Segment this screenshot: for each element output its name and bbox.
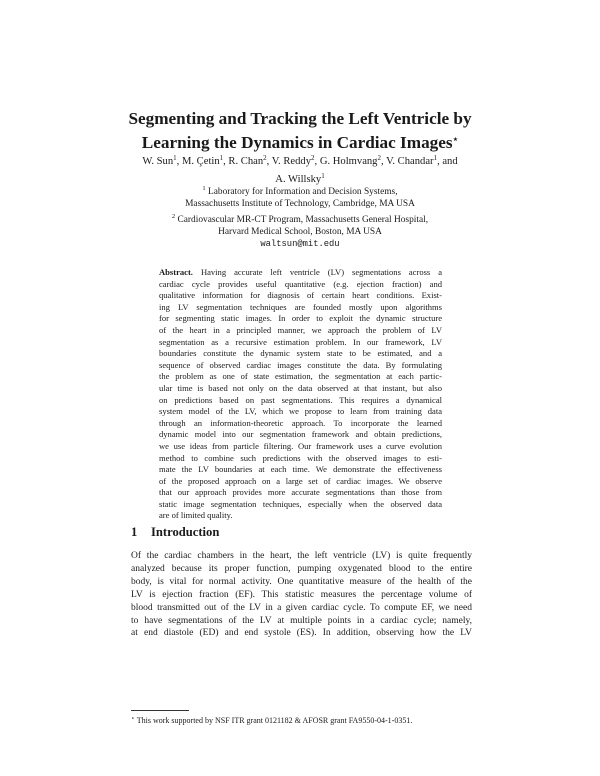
author: , V. Reddy	[266, 156, 312, 167]
author-affil-mark: 1	[219, 154, 224, 162]
abstract-line: ular time is based not only on the data observed at that instant, but also	[159, 382, 442, 393]
authors-line-1	[104, 151, 496, 169]
body-line: blood transmitted out of the LV in a given cardiac cycle. To compute EF, we need	[131, 602, 472, 613]
footnote-text: This work supported by NSF ITR grant 0121182 & AFOSR grant FA9550-04-1-0351.	[136, 716, 413, 725]
affiliation-1-line-1	[150, 183, 450, 198]
abstract-line: are of limited quality.	[159, 510, 233, 521]
author-affil-mark: 1	[321, 172, 325, 180]
title-line-2-text: Learning the Dynamics in Cardiac Images	[141, 133, 453, 152]
abstract-line: ing LV segmentation techniques are founded mostly upon algorithms	[159, 301, 442, 312]
section-number: 1	[131, 525, 138, 539]
affiliation-mark: 1	[202, 185, 206, 192]
paper-title	[100, 108, 500, 153]
author-list	[104, 151, 496, 187]
author-email[interactable]: waltsun@mit.edu	[260, 239, 340, 250]
affiliation-mark: 2	[171, 212, 176, 220]
abstract-line: dynamic model into our segmentation framework and obtain predictions,	[159, 429, 442, 440]
author: , M. Çetin	[176, 156, 220, 167]
footnote-mark: ⋆	[131, 716, 135, 722]
abstract-line: the problem as one of state estimation, the segmentation at each partic-	[159, 371, 442, 382]
title-footnote-mark: ⋆	[452, 134, 459, 144]
affiliation-2-line-2: Harvard Medical School, Boston, MA USA	[218, 226, 382, 237]
body-line: at end diastole (ED) and end systole (ES). In addition, observing how the LV	[131, 628, 472, 639]
section-heading	[131, 525, 471, 540]
title-line-1: Segmenting and Tracking the Left Ventricle by	[128, 109, 472, 128]
author: , R. Chan	[223, 156, 264, 167]
section-title: Introduction	[151, 525, 220, 539]
abstract-line: mate the LV boundaries at each time. We demonstrate the effectiveness	[159, 464, 442, 475]
body-line: Of the cardiac chambers in the heart, the left ventricle (LV) is quite frequently	[131, 551, 472, 561]
author-affil-mark: 2	[263, 154, 267, 162]
affiliation-1-line-2: Massachusetts Institute of Technology, Cambridge, MA USA	[185, 199, 415, 210]
author-affil-mark: 1	[173, 154, 177, 162]
footnote	[131, 714, 472, 726]
abstract-line: of the heart in a principled manner, we approach the problem of LV	[159, 324, 442, 335]
abstract-line: for segmenting static images. In order to exploit the dynamic structure	[159, 313, 442, 324]
author: , V. Chandar	[380, 156, 434, 167]
body-text	[131, 550, 472, 640]
abstract-label: Abstract.	[159, 267, 193, 277]
abstract-line: sequence of observed cardiac images constitute the data. By formulating	[159, 359, 442, 370]
author: W. Sun	[142, 156, 174, 167]
author: , G. Holmvang	[314, 156, 378, 167]
abstract	[159, 267, 442, 522]
body-line: LV is ejection fraction (EF). This statistic measures the percentage volume of	[131, 589, 472, 600]
abstract-line: boundaries constitute the dynamic system state to be estimated, and a	[159, 348, 442, 359]
affiliation-2-line-1	[150, 211, 450, 226]
abstract-line: static image segmentation techniques, especially when the observed data	[159, 498, 442, 509]
affiliation-text: Cardiovascular MR-CT Program, Massachusetts General Hospital,	[177, 214, 429, 225]
abstract-line: of the proposed approach on a large set of cardiac images. We observe	[159, 475, 442, 486]
author-affil-mark: 2	[377, 154, 381, 162]
affiliations	[150, 183, 450, 250]
abstract-line: we use ideas from particle filtering. Our framework uses a curve evolution	[159, 440, 442, 451]
body-line: body, is vital for normal activity. One quantitative measure of the health of the	[131, 576, 472, 587]
abstract-text: Having accurate left ventricle (LV) segmentations across a	[200, 267, 443, 277]
abstract-line	[159, 267, 442, 279]
abstract-line: system model of the LV, which we propose to learn from training data	[159, 406, 442, 417]
abstract-line: qualitative information for diagnosis of certain heart conditions. Exist-	[159, 290, 442, 301]
author: A. Willsky	[275, 174, 322, 185]
abstract-line: that our approach provides more accurate segmentations than those from	[159, 487, 442, 498]
abstract-line: through an information-theoretic approach. To incorporate the learned	[159, 417, 442, 428]
author-conjunction: , and	[437, 156, 458, 167]
abstract-line: on predictions based on past segmentations. This requires a dynamical	[159, 394, 442, 405]
title-line-2	[100, 129, 500, 153]
affiliation-text: Laboratory for Information and Decision Systems,	[208, 187, 398, 197]
author-affil-mark: 1	[433, 154, 438, 162]
footnote-rule	[131, 710, 189, 711]
abstract-line: cardiac cycle provides useful quantitative (e.g. ejection fraction) and	[159, 278, 442, 289]
abstract-line: method to combine such predictions with the observed images to esti-	[159, 452, 442, 463]
author-affil-mark: 2	[311, 154, 315, 162]
body-line: to have segmentations of the LV at multiple points in a cardiac cycle; namely,	[131, 615, 472, 626]
body-line: analyzed because its proper function, pumping oxygenated blood to the entire	[131, 563, 472, 574]
abstract-line: segmentation as a recursive estimation problem. In our framework, LV	[159, 336, 442, 347]
